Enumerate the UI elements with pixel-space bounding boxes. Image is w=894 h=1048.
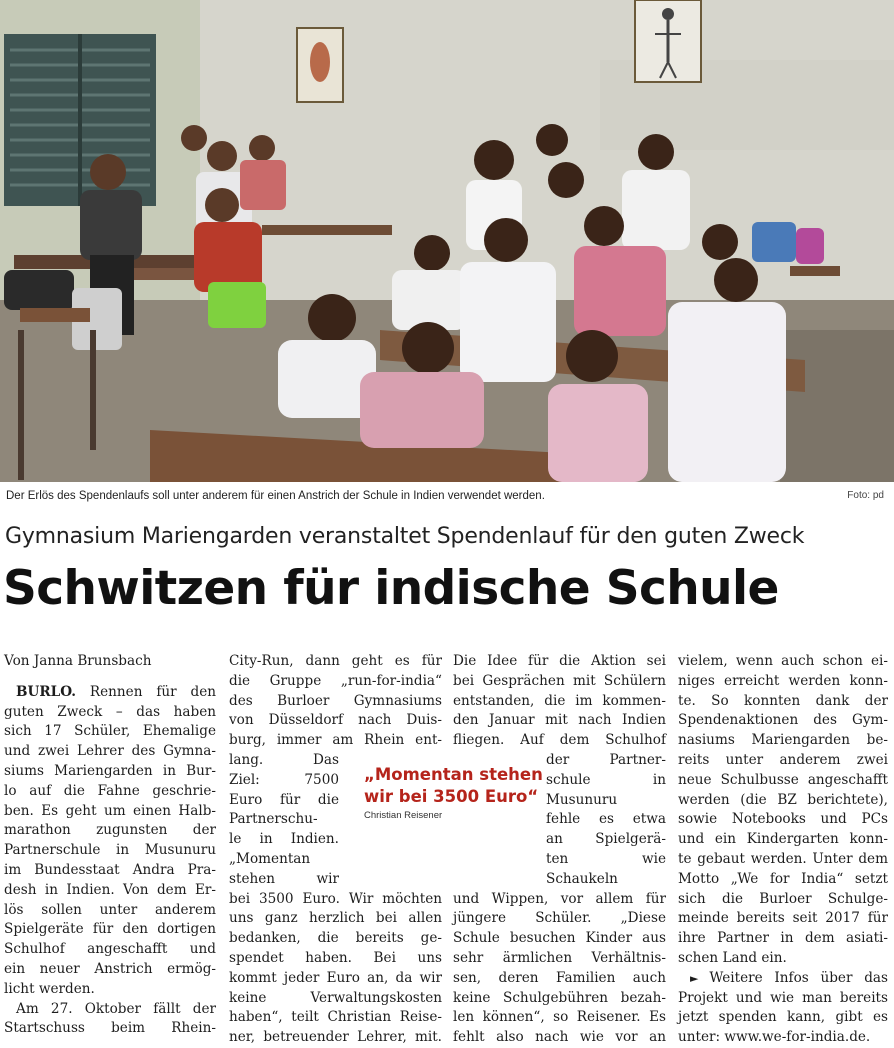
text-line: stehen wir [229,870,339,887]
column-3 [453,652,666,1048]
text-line: lo auf die Fahne geschrie- [4,782,216,799]
text-line: des Burloer Gymnasiums [229,692,442,709]
text-line: le in Indien. [229,831,339,848]
text-line: bedanken, die bereits ge- [229,930,442,947]
text-line: ihre Partner in dem asiati- [678,930,888,947]
text-line: reits unter anderem zwei [678,751,888,768]
text-line: sowie Notebooks und PCs [678,811,888,828]
text-line: ten wie [546,850,666,867]
column-3-text-narrow [546,751,666,890]
text-line: schen Land ein. [678,949,787,966]
column-4-text [678,652,888,969]
text-line: spendet haben. Bei uns [229,949,442,966]
text-line: licht werden. [4,980,95,997]
text-line: ner, betreuender Lehrer, mit. [229,1029,442,1046]
text-line: Startschuss beim Rhein- [4,1020,216,1037]
text-line: der Partner- [546,751,666,768]
arrow-icon: ► [690,971,710,985]
classroom-photo [0,0,894,482]
article-body [4,652,888,1046]
text-line: ein neuer Anstrich ermög- [4,960,216,977]
text-line: len können“, so Reisener. Es [453,1009,666,1026]
text-line: jüngere Schüler. „Diese [453,910,666,927]
text-line: und ein Kindergarten konn- [678,831,888,848]
column-2 [229,652,442,1048]
text-line: guten Zweck – das haben [4,703,216,720]
text-line: desh in Indien. Von dem Er- [4,881,216,898]
byline: Von Janna Brunsbach [4,653,152,669]
text-line: im Bundesstaat Andra Pra- [4,861,216,878]
subheadline: Gymnasium Mariengarden veranstaltet Spendenlauf für den guten Zweck [5,524,805,549]
text-line: „Momentan [229,850,311,867]
text-line: und zwei Lehrer des Gymna- [4,743,216,760]
text-line: fehle es etwa [546,811,666,828]
column-1 [4,652,216,1039]
text-line: uns ganz herzlich bei allen [229,910,442,927]
text-line: bei Gesprächen mit Schülern [453,672,666,689]
photo-credit: Foto: pd [847,490,884,501]
text-line: Am 27. Oktober fällt der [16,1000,216,1017]
text-line: Partnerschule in Musunuru [4,842,216,859]
text-line: vielem, wenn auch schon ei- [678,653,888,669]
info-box [678,969,888,1048]
classroom-illustration [0,0,894,482]
text-line: Spielgeräte für den dortigen [4,921,216,938]
text-line: unter: www.we-for-india.de. [678,1029,871,1046]
text-line: marathon zugunsten der [4,822,216,839]
text-line: ben. Es geht um einen Halb- [4,802,216,819]
text-line: BURLO. Rennen für den [16,683,216,700]
text-line: entstanden, die im kommen- [453,692,666,709]
text-line: den Januar mit nach Indien [453,712,666,729]
text-line: Musunuru [546,791,618,808]
text-line: Projekt und wie man bereits [678,989,888,1006]
text-line: Ziel: 7500 [229,771,339,788]
text-line: te. So konnten dank der [678,692,888,709]
text-line: jetzt spenden kann, gibt es [678,1009,888,1026]
text-line: sen, deren Familien auch [453,969,666,986]
text-line: Schulhof angeschafft und [4,941,216,958]
text-line: fehlt also nach wie vor an [453,1029,666,1046]
text-line: die Gruppe „run-for-india“ [229,672,442,689]
column-1-text [4,683,216,1039]
text-line: Spendenaktionen des Gym- [678,712,888,729]
text-line: Motto „We for India“ setzt [678,870,888,887]
text-line: und Wippen, vor allem für [453,890,666,907]
column-2-text-bottom [229,890,442,1048]
text-line: sehr ärmlichen Verhältnis- [453,949,666,966]
text-line: Partnerschu- [229,811,318,828]
text-line: Schule besuchen Kinder aus [453,930,666,947]
pull-quote-author: Christian Reisener [364,810,443,821]
text-line: te gebaut werden. Unter dem [678,850,888,867]
headline: Schwitzen für indische Schule [3,561,779,616]
text-line: siums Mariengarden in Bur- [4,762,216,779]
text-line: ► Weitere Infos über das [690,969,888,986]
text-line: burg, immer am Rhein ent- [229,732,442,749]
text-line: keine Verwaltungskosten [229,989,442,1006]
text-line: fliegen. Auf dem Schulhof [453,732,666,749]
text-line: meinde bereits seit 2017 für [678,910,888,927]
pull-quote-line-1: „Momentan stehen [364,765,543,784]
column-2-text-top [229,652,442,751]
text-line: werden (die BZ berichtete), [678,791,888,808]
text-line: Die Idee für die Aktion sei [453,653,666,669]
text-line: Euro für die [229,791,339,808]
text-line: lang. Das [229,751,339,768]
text-line: keine Schulgebühren bezah- [453,989,666,1006]
text-line: haben“, teilt Christian Reise- [229,1009,442,1026]
text-line: schule in [546,771,666,788]
column-2-text-narrow [229,751,339,890]
text-line: sich die Burloer Schulge- [678,890,888,907]
text-line: City-Run, dann geht es für [229,653,442,669]
text-line: niges erreicht werden konn- [678,672,888,689]
text-line: an Spielgerä- [546,831,666,848]
column-3-text-top [453,652,666,751]
column-4 [678,652,888,1048]
text-line: Schaukeln [546,870,618,887]
pull-quote-line-2: wir bei 3500 Euro“ [364,787,539,806]
text-line: neue Schulbusse angeschafft [678,771,888,788]
text-line: kommt jeder Euro an, da wir [229,969,442,986]
caption-text: Der Erlös des Spendenlaufs soll unter anderem für einen Anstrich der Schule in Indien verwendet werden. [6,490,545,502]
text-line: bei 3500 Euro. Wir möchten [229,890,442,907]
text-line: nasiums Mariengarden be- [678,732,888,749]
column-3-text-bottom [453,890,666,1048]
text-line: sich 17 Schüler, Ehemalige [4,723,216,740]
dateline: BURLO. [16,683,76,700]
photo-caption [6,490,886,508]
text-line: lös sollen unter anderem [4,901,216,918]
text-line: von Düsseldorf nach Duis- [229,712,442,729]
pull-quote [364,764,564,821]
